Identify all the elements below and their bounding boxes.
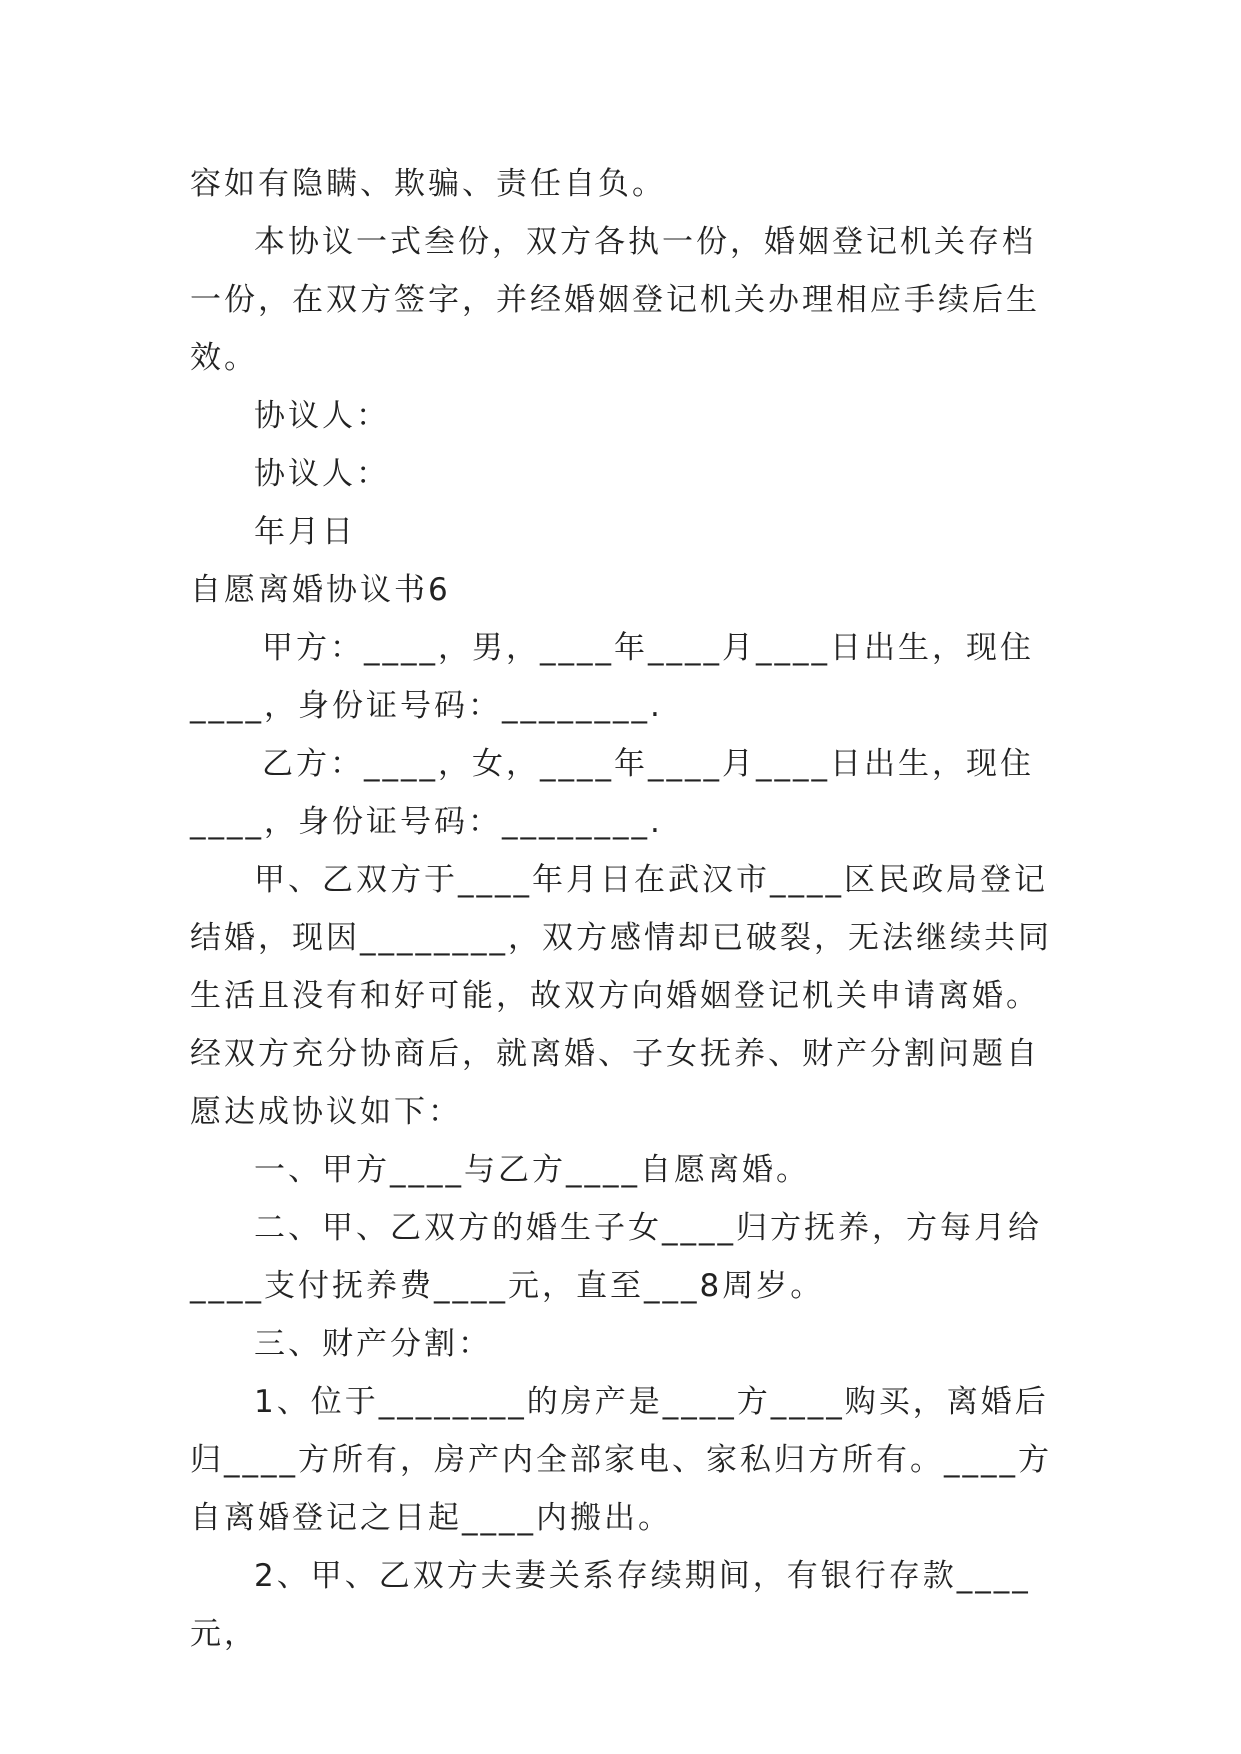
paragraph-copies-clause: 本协议一式叁份，双方各执一份，婚姻登记机关存档一份，在双方签字，并经婚姻登记机关办理相应手续后生效。 (190, 224, 1040, 376)
clause-child-custody: 二、甲、乙双方的婚生子女____归方抚养，方每月给____支付抚养费____元，直至___8周岁。 (190, 1210, 1042, 1304)
clause-property-house: 1、位于________的房产是____方____购买，离婚后归____方所有，房产内全部家电、家私归方所有。____方自离婚登记之日起____内搬出。 (190, 1384, 1052, 1536)
signatory-line-1: 协议人： (254, 398, 390, 434)
party-b-info: 乙方：____，女，____年____月____日出生，现住____，身份证号码：________. (190, 746, 1034, 840)
agreement-title: 自愿离婚协议书6 (190, 572, 451, 608)
party-a-info: 甲方：____，男，____年____月____日出生，现住____，身份证号码：________. (190, 630, 1034, 724)
paragraph-continuation: 容如有隐瞒、欺骗、责任自负。 (190, 166, 666, 202)
clause-property-heading: 三、财产分割： (254, 1326, 492, 1362)
date-line: 年月日 (254, 514, 356, 550)
clause-divorce: 一、甲方____与乙方____自愿离婚。 (254, 1152, 810, 1188)
document-body (190, 155, 1060, 1663)
marriage-background: 甲、乙双方于____年月日在武汉市____区民政局登记结婚，现因________，双方感情却已破裂，无法继续共同生活且没有和好可能，故双方向婚姻登记机关申请离婚。经双方充分协商后，就离婚、子女抚养、财产分割问题自愿达成协议如下： (190, 862, 1052, 1130)
clause-property-savings: 2、甲、乙双方夫妻关系存续期间，有银行存款____元， (190, 1558, 1031, 1652)
signatory-line-2: 协议人： (254, 456, 390, 492)
